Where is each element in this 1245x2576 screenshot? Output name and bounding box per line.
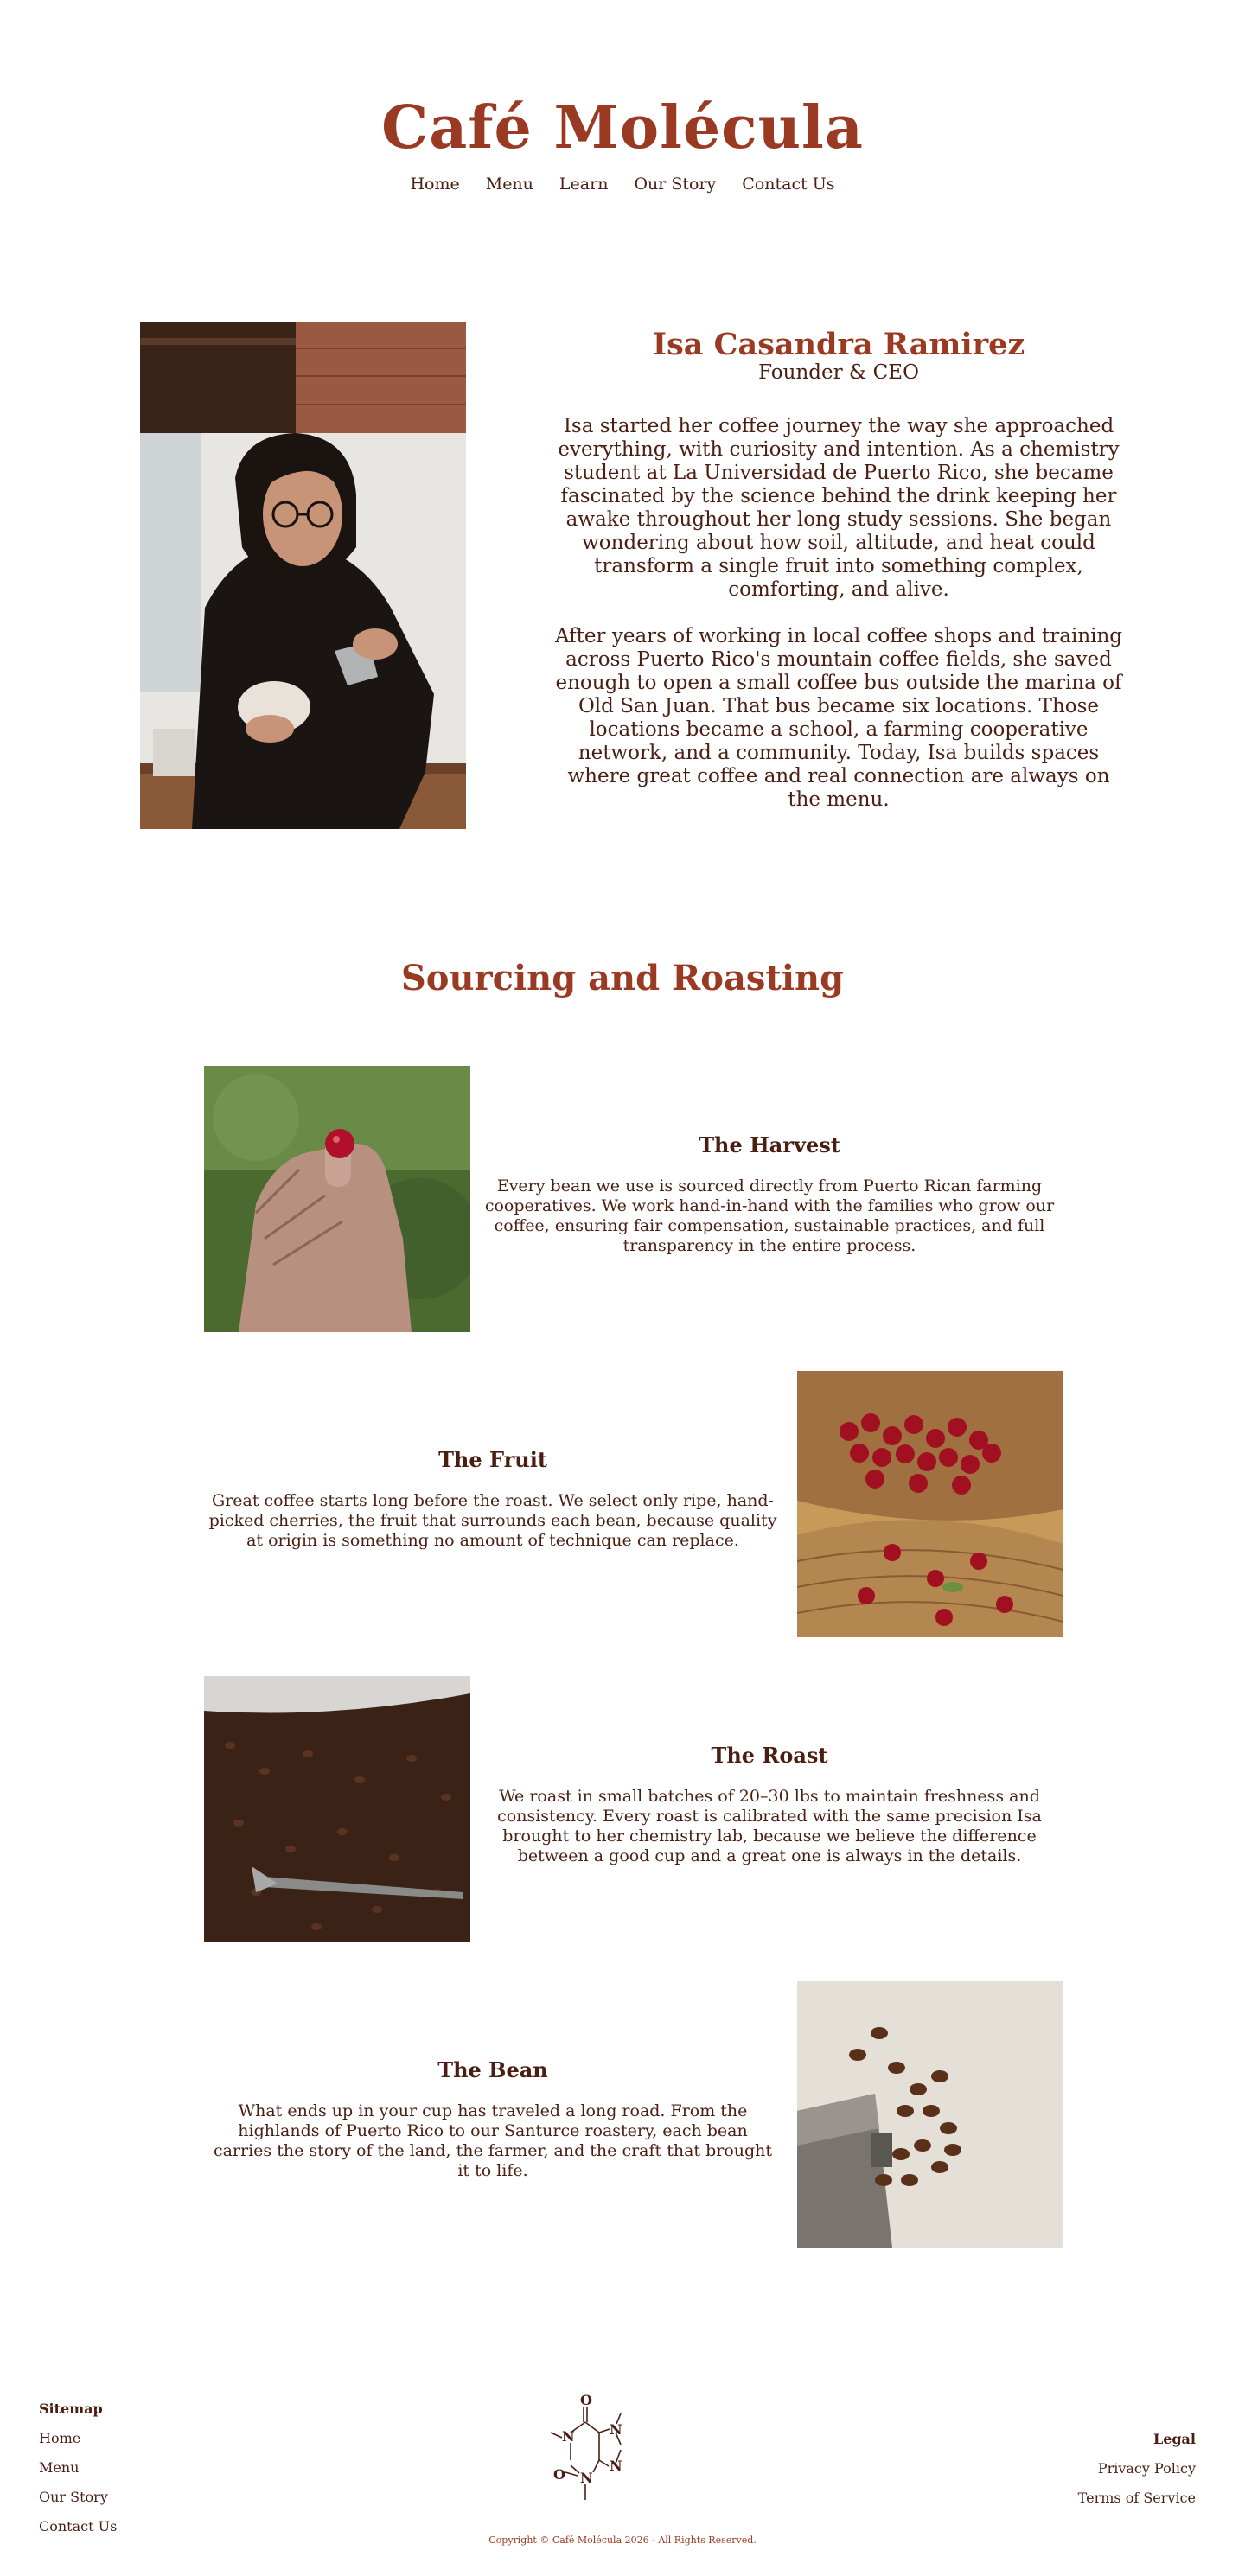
logo-atom: O xyxy=(580,2392,592,2408)
fruit-title: The Fruit xyxy=(438,1447,547,1472)
harvest-title: The Harvest xyxy=(699,1132,840,1157)
brand-title[interactable]: Café Molécula xyxy=(381,93,864,163)
nav-home[interactable]: Home xyxy=(410,175,460,194)
copyright: Copyright © Café Molécula 2026 - All Rights Reserved. xyxy=(488,2535,757,2546)
founder-photo xyxy=(140,322,466,829)
footer-link-privacy-policy[interactable]: Privacy Policy xyxy=(1097,2460,1196,2477)
founder-bio-paragraph: Isa started her coffee journey the way she approached everything, with curiosity and intention. As a chemistry student at La Universidad de Puerto Rico, she became fascinated by the science behind the drink keeping her awake throughout her long study sessions. She began wondering about how soil, altitude, and heat could transform a single fruit into something complex, comforting, and alive. xyxy=(558,415,1120,601)
nav-learn[interactable]: Learn xyxy=(559,175,609,194)
section-title: Sourcing and Roasting xyxy=(400,958,845,998)
sitemap-heading: Sitemap xyxy=(39,2401,103,2417)
roast-title: The Roast xyxy=(711,1743,828,1768)
logo-atom: N xyxy=(610,2421,622,2438)
fruit-text: Great coffee starts long before the roast. We select only ripe, hand-picked cherries, the fruit that surrounds each bean, because quality at origin is something no amount of technique can replace. xyxy=(208,1491,777,1550)
footer-link-menu[interactable]: Menu xyxy=(39,2459,80,2476)
logo-atom: N xyxy=(610,2458,622,2474)
founder-role: Founder & CEO xyxy=(758,361,919,384)
nav-our-story[interactable]: Our Story xyxy=(634,175,717,194)
harvest-image xyxy=(204,1066,470,1332)
footer-link-our-story[interactable]: Our Story xyxy=(39,2489,108,2505)
bean-title: The Bean xyxy=(437,2057,548,2082)
footer-link-contact-us[interactable]: Contact Us xyxy=(39,2518,118,2535)
founder-bio xyxy=(553,415,1124,835)
harvest-block xyxy=(484,1132,1055,1256)
footer-link-terms-of-service[interactable]: Terms of Service xyxy=(1077,2490,1196,2506)
main-nav xyxy=(0,175,1245,194)
footer-legal xyxy=(1078,2431,1196,2519)
footer-sitemap xyxy=(39,2401,117,2547)
roast-text: We roast in small batches of 20–30 lbs to maintain freshness and consistency. Every roast is calibrated with the same precision Isa brought to her chemistry lab, because we believe the difference between a good cup and a great one is always in the details. xyxy=(497,1787,1042,1865)
roast-block xyxy=(484,1743,1055,1866)
bean-image xyxy=(797,1981,1063,2248)
nav-menu[interactable]: Menu xyxy=(485,175,533,194)
fruit-block xyxy=(208,1447,778,1551)
legal-heading: Legal xyxy=(1152,2431,1196,2447)
founder-bio-paragraph: After years of working in local coffee shops and training across Puerto Rico's mountain coffee fields, she saved enough to open a small coffee bus outside the marina of Old San Juan. That bus became six locations. Those locations became a school, a farming cooperative network, and a community. Today, Isa builds spaces where great coffee and real connection are always on the menu. xyxy=(554,625,1123,811)
logo-atom: N xyxy=(562,2428,575,2445)
logo-atom: O xyxy=(553,2466,565,2483)
bean-text: What ends up in your cup has traveled a long road. From the highlands of Puerto Rico to our Santurce roastery, each bean carries the story of the land, the farmer, and the craft that brought it to life. xyxy=(213,2101,773,2180)
roast-image xyxy=(204,1676,470,1942)
footer-link-home[interactable]: Home xyxy=(39,2430,81,2446)
bean-block xyxy=(208,2057,778,2181)
founder-name: Isa Casandra Ramirez xyxy=(652,327,1025,362)
logo-atom: N xyxy=(580,2470,593,2486)
harvest-text: Every bean we use is sourced directly from Puerto Rican farming cooperatives. We work hand-in-hand with the families who grow our coffee, ensuring fair compensation, sustainable practices, and full transparency in the entire process. xyxy=(484,1176,1055,1255)
caffeine-molecule-logo xyxy=(536,2389,666,2506)
nav-contact-us[interactable]: Contact Us xyxy=(742,175,835,194)
fruit-image xyxy=(797,1371,1063,1637)
